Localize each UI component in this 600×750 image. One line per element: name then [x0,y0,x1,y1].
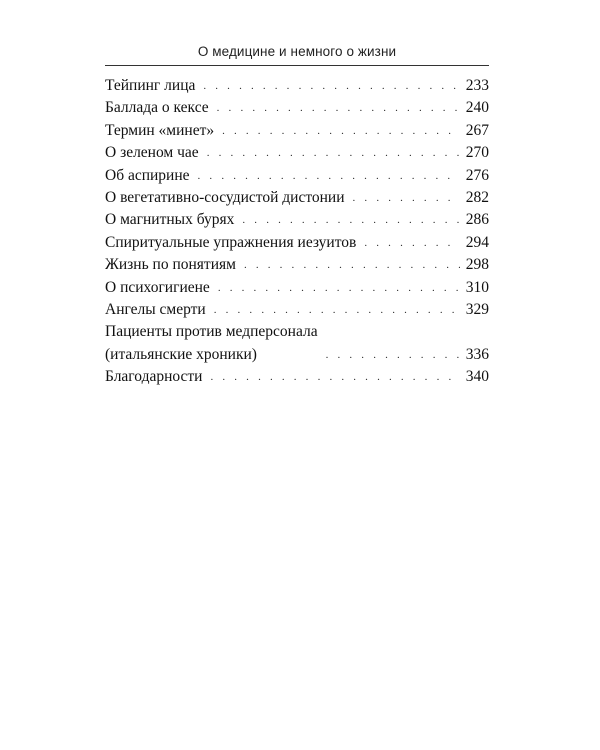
toc-entry-title: Тейпинг лица [105,77,196,94]
toc-entry-title [105,321,318,366]
toc-entry-title: Об аспирине [105,166,190,184]
toc-entry[interactable] [105,254,489,276]
toc-entry-title: Жизнь по понятиям [105,256,236,274]
table-of-contents [105,75,489,389]
running-header: О медицине и немного о жизни [197,44,397,59]
toc-entry[interactable] [105,321,489,366]
header-divider [105,65,489,66]
toc-entry-title: Ангелы смерти [105,301,206,319]
toc-entry-page: 298 [465,256,489,274]
toc-entry[interactable] [105,277,489,299]
toc-entry[interactable] [105,299,489,321]
toc-entry-page: 310 [465,278,489,296]
toc-entry[interactable] [105,75,489,97]
dot-leader [364,232,459,254]
toc-entry-title: Баллада о кексе [105,99,209,117]
toc-entry-title: Термин «минет» [105,121,215,139]
dot-leader [353,187,460,209]
toc-entry-title-line: (итальянские хроники) [105,345,257,363]
toc-entry[interactable] [105,97,489,119]
toc-entry-title: О вегетативно-сосудистой дистонии [105,189,345,207]
toc-entry-page: 336 [465,345,489,363]
toc-entry-page: 282 [465,189,489,207]
toc-entry[interactable] [105,366,489,388]
toc-entry[interactable] [105,165,489,187]
dot-leader [217,97,460,119]
toc-entry-page: 233 [465,77,489,94]
toc-entry-page: 286 [465,211,489,229]
toc-entry-page: 276 [465,166,489,184]
dot-leader [203,75,459,97]
toc-entry-page: 240 [465,99,489,117]
toc-entry-page: 329 [465,301,489,319]
dot-leader [210,366,459,388]
dot-leader [222,120,460,142]
toc-entry-title: О магнитных бурях [105,211,235,229]
toc-entry-page: 267 [465,121,489,139]
dot-leader [214,299,460,321]
toc-entry-page: 270 [465,144,489,162]
dot-leader [198,165,460,187]
toc-entry-title: О зеленом чае [105,144,199,162]
toc-entry[interactable] [105,232,489,254]
dot-leader [242,209,459,231]
toc-entry-page: 294 [465,233,489,251]
toc-entry[interactable] [105,209,489,231]
dot-leader [218,277,460,299]
toc-entry-title-line: Пациенты против медперсонала [105,323,318,341]
toc-entry-title: Спиритуальные упражнения иезуитов [105,233,357,251]
toc-entry[interactable] [105,120,489,142]
toc-entry[interactable] [105,187,489,209]
toc-entry-title: Благодарности [105,368,203,386]
toc-entry-title: О психогигиене [105,278,210,296]
toc-entry-page: 340 [465,368,489,386]
dot-leader [326,344,460,366]
toc-entry[interactable] [105,142,489,164]
dot-leader [244,254,460,276]
dot-leader [207,142,460,164]
